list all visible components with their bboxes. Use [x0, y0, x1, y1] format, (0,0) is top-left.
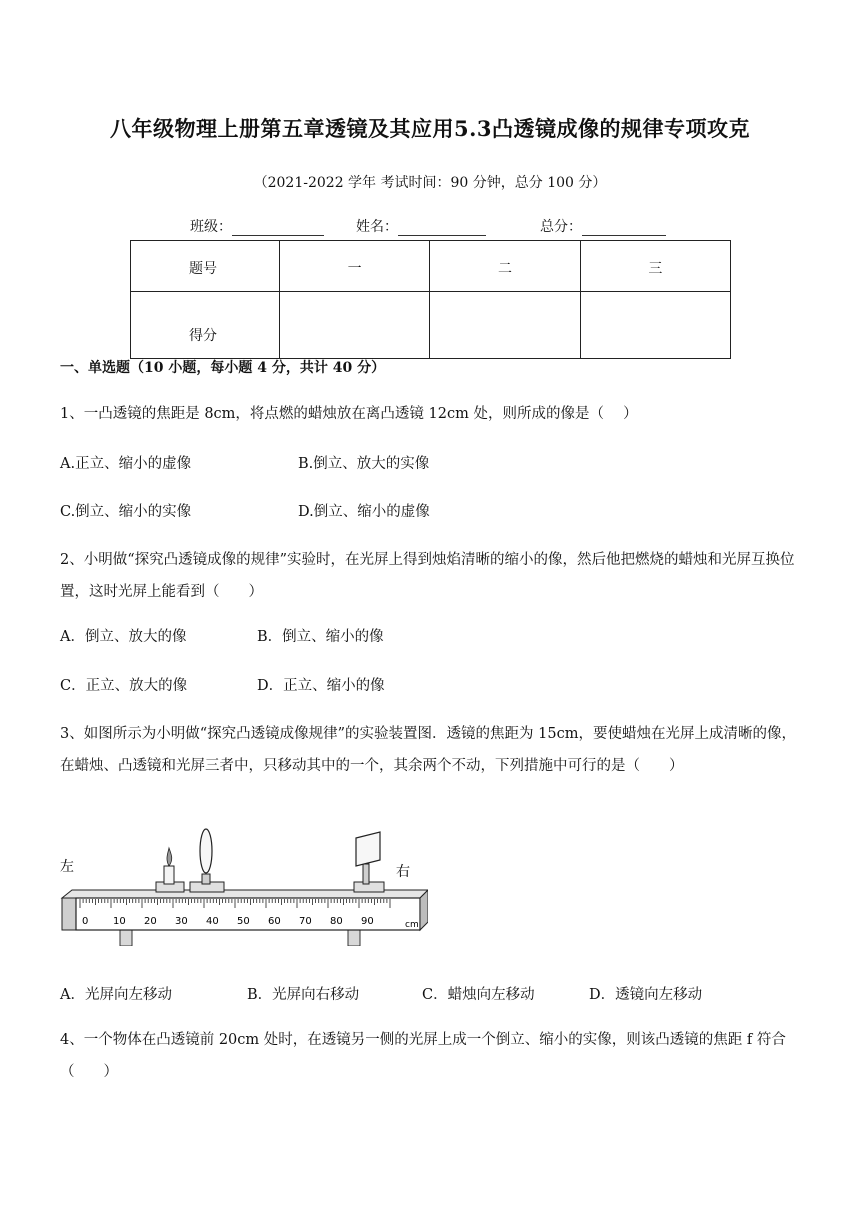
document-subtitle: （2021-2022 学年 考试时间：90 分钟，总分 100 分）: [253, 175, 607, 191]
ruler-tick-label: 80: [330, 916, 343, 927]
option-2b: B．倒立、缩小的像: [257, 629, 384, 645]
screen-stem: [363, 864, 369, 884]
table-cell: 一: [280, 241, 430, 292]
ruler-tick-label: 70: [299, 916, 312, 927]
candle-flame-icon: [167, 848, 172, 866]
score-cell[interactable]: [280, 292, 430, 359]
light-screen-icon: [356, 832, 380, 866]
ruler-tick-label: 0: [82, 916, 89, 927]
question-3: 3、如图所示为小明做“探究凸透镜成像规律”的实验装置图．透镜的焦距为 15cm，要使蜡烛在光屏上成清晰的像，在蜡烛、凸透镜和光屏三者中，只移动其中的一个，其余两个不动，下列措施中可行的是（ ）: [60, 726, 796, 774]
option-1b: B.倒立、放大的实像: [298, 456, 430, 472]
ruler-tick-label: 50: [237, 916, 250, 927]
option-3d: D．透镜向左移动: [589, 987, 703, 1003]
total-label: 总分：: [540, 219, 582, 235]
total-field: [540, 216, 666, 236]
bench-leg: [120, 930, 132, 946]
ruler-tick-label: 10: [113, 916, 126, 927]
table-cell: 得分: [131, 292, 280, 359]
class-field: [190, 216, 324, 236]
option-1a: A.正立、缩小的虚像: [60, 456, 192, 472]
option-3a: A．光屏向左移动: [60, 987, 172, 1003]
optical-bench-figure: [58, 826, 428, 946]
score-table: [130, 240, 731, 359]
question-1: 1、一凸透镜的焦距是 8cm，将点燃的蜡烛放在离凸透镜 12cm 处，则所成的像是（ ）: [60, 406, 638, 422]
table-cell: 三: [580, 241, 730, 292]
lens-stem: [202, 874, 210, 884]
ruler-tick-label: 40: [206, 916, 219, 927]
question-2: 2、小明做“探究凸透镜成像的规律”实验时，在光屏上得到烛焰清晰的缩小的像，然后他把燃烧的蜡烛和光屏互换位置，这时光屏上能看到（ ）: [60, 552, 795, 600]
figure-left-label: 左: [60, 859, 74, 875]
name-field: [356, 216, 486, 236]
table-row: [131, 241, 731, 292]
ruler-tick-label: 30: [175, 916, 188, 927]
option-3c: C．蜡烛向左移动: [422, 987, 535, 1003]
ruler-unit-label: cm: [405, 920, 419, 930]
total-blank[interactable]: [582, 221, 666, 236]
option-2c: C．正立、放大的像: [60, 678, 188, 694]
question-4: 4、一个物体在凸透镜前 20cm 处时，在透镜另一侧的光屏上成一个倒立、缩小的实像，则该凸透镜的焦距 f 符合（ ）: [60, 1032, 786, 1080]
bench-leg: [348, 930, 360, 946]
name-blank[interactable]: [398, 221, 486, 236]
bench-end: [62, 898, 76, 930]
ruler-tick-label: 90: [361, 916, 374, 927]
table-cell: 二: [430, 241, 580, 292]
option-1c: C.倒立、缩小的实像: [60, 504, 192, 520]
ruler-tick-label: 20: [144, 916, 157, 927]
class-blank[interactable]: [232, 221, 324, 236]
figure-right-label: 右: [396, 864, 410, 880]
score-cell[interactable]: [430, 292, 580, 359]
section-heading: 一、单选题（10 小题，每小题 4 分，共计 40 分）: [60, 360, 386, 376]
document-title: 八年级物理上册第五章透镜及其应用5.3凸透镜成像的规律专项攻克: [109, 116, 751, 141]
option-3b: B．光屏向右移动: [247, 987, 360, 1003]
convex-lens-icon: [200, 829, 212, 873]
name-label: 姓名：: [356, 219, 398, 235]
option-2d: D．正立、缩小的像: [257, 678, 385, 694]
class-label: 班级：: [190, 219, 232, 235]
ruler-tick-label: 60: [268, 916, 281, 927]
score-cell[interactable]: [580, 292, 730, 359]
table-cell: 题号: [131, 241, 280, 292]
candle: [164, 866, 174, 884]
option-2a: A．倒立、放大的像: [60, 629, 187, 645]
option-1d: D.倒立、缩小的虚像: [298, 504, 430, 520]
table-row: [131, 292, 731, 359]
